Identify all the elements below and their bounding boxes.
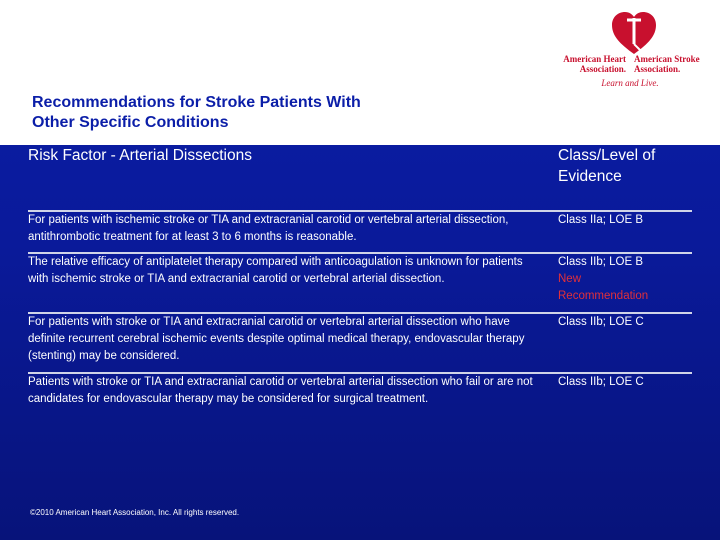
recommendation-text: The relative efficacy of antiplatelet therapy compared with anticoagulation is unknown for patients with ischemic stroke or TIA and extracranial carotid or vertebral arterial dissection. bbox=[28, 253, 552, 313]
heart-torch-icon bbox=[610, 10, 658, 56]
table-row bbox=[28, 211, 692, 253]
header-class-line2: Evidence bbox=[558, 168, 622, 185]
table-header-row bbox=[28, 145, 692, 211]
class-level: Class IIb; LOE B bbox=[558, 256, 644, 268]
class-level: Class IIa; LOE B bbox=[552, 211, 692, 253]
header-class-level bbox=[552, 145, 692, 211]
recommendation-text: For patients with stroke or TIA and extracranial carotid or vertebral arterial dissection who have definite recurrent cerebral ischemic events despite optimal medical therapy, endovascular therapy (stenting) may be considered. bbox=[28, 313, 552, 373]
new-recommendation-label-line2: Recommendation bbox=[558, 290, 649, 302]
copyright-notice: ©2010 American Heart Association, Inc. All rights reserved. bbox=[30, 508, 240, 517]
recommendation-text: Patients with stroke or TIA and extracranial carotid or vertebral arterial dissection who fail or are not candidates for endovascular therapy may be considered for surgical treatment. bbox=[28, 376, 533, 405]
logo-tagline: Learn and Live. bbox=[601, 78, 659, 88]
aha-name-line2: Association. bbox=[579, 64, 626, 74]
asa-name-line1: American Stroke bbox=[634, 54, 700, 64]
table-row bbox=[28, 253, 692, 313]
class-level: Class IIb; LOE C bbox=[558, 376, 644, 388]
aha-name bbox=[550, 54, 626, 74]
aha-asa-logo bbox=[550, 10, 710, 90]
asa-name-line2: Association. bbox=[634, 64, 681, 74]
header-risk-factor: Risk Factor - Arterial Dissections bbox=[28, 145, 552, 211]
new-recommendation-label-line1: New bbox=[558, 273, 582, 285]
table-row bbox=[28, 373, 692, 434]
recommendations-table bbox=[28, 145, 692, 434]
slide-title-line1: Recommendations for Stroke Patients With bbox=[32, 94, 361, 111]
table-row bbox=[28, 313, 692, 373]
slide-title bbox=[32, 93, 552, 133]
recommendation-text: For patients with ischemic stroke or TIA and extracranial carotid or vertebral arterial dissection, antithrombotic treatment for at least 3 to 6 months is reasonable. bbox=[28, 211, 552, 253]
class-level: Class IIb; LOE C bbox=[552, 313, 692, 373]
asa-name bbox=[634, 54, 710, 74]
aha-name-line1: American Heart bbox=[563, 54, 626, 64]
header-class-line1: Class/Level of bbox=[558, 147, 656, 164]
class-level-cell bbox=[552, 253, 692, 313]
slide-title-line2: Other Specific Conditions bbox=[32, 114, 229, 131]
